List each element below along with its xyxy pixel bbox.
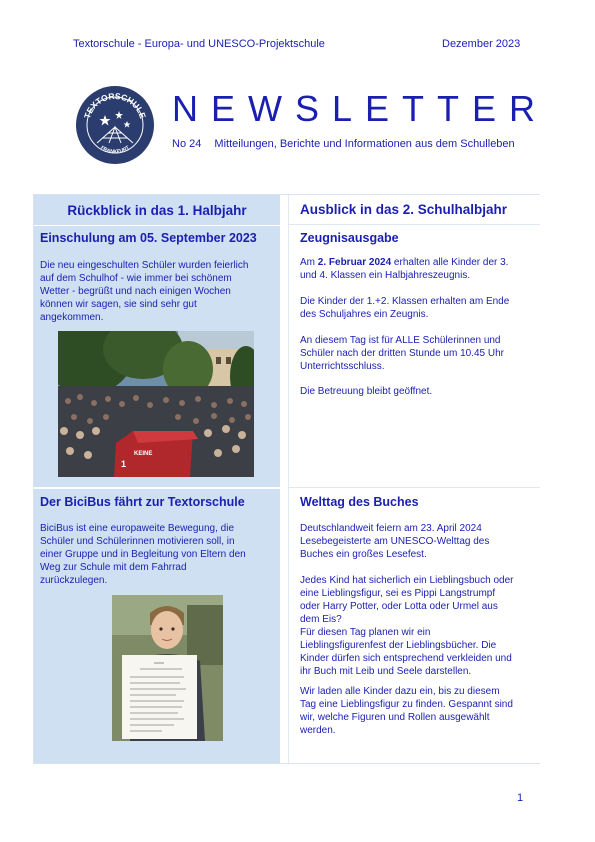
text-line: Kinder dürfen sich entsprechend verkleiden und bbox=[300, 653, 512, 664]
text-line: Unterrichtsschluss. bbox=[300, 361, 385, 372]
zeugnis-p2 bbox=[300, 295, 532, 321]
welttag-p1 bbox=[300, 522, 532, 561]
issue-number: No 24 bbox=[172, 138, 202, 150]
bicibus-text bbox=[40, 522, 272, 587]
subtitle-text: Mitteilungen, Berichte und Informationen aus dem Schulleben bbox=[214, 138, 515, 150]
text-line: Die Kinder der 1.+2. Klassen erhalten am Ende bbox=[300, 296, 510, 307]
school-logo bbox=[75, 85, 155, 165]
newsletter-title: NEWSLETTER bbox=[172, 88, 549, 129]
photo-caption: KEINE bbox=[134, 451, 153, 457]
left-column-header: Rückblick in das 1. Halbjahr bbox=[34, 195, 280, 226]
text-line: Jedes Kind hat sicherlich ein Lieblingsbuch oder bbox=[300, 575, 514, 586]
section-divider bbox=[289, 487, 540, 488]
text-line: oder Harry Potter, oder Lotta oder Urmel aus bbox=[300, 601, 498, 612]
content-grid bbox=[33, 194, 540, 764]
text-line: Deutschlandweit feiern am 23. April 2024 bbox=[300, 523, 482, 534]
text-line: Lesebegeisterte am UNESCO-Welttag des bbox=[300, 536, 490, 547]
welttag-p3 bbox=[300, 685, 532, 737]
welttag-p2 bbox=[300, 574, 532, 678]
date-highlight: 2. Februar 2024 bbox=[317, 257, 392, 268]
text-line: Für diesen Tag planen wir ein bbox=[300, 627, 431, 638]
text-line: und 4. Klassen ein Halbjahreszeugnis. bbox=[300, 270, 471, 281]
right-column bbox=[288, 195, 540, 763]
text-line: BiciBus ist eine europaweite Bewegung, die bbox=[40, 523, 235, 534]
bicibus-photo bbox=[112, 595, 223, 741]
school-name: Textorschule - Europa- und UNESCO-Projektschule bbox=[73, 38, 325, 50]
einschulung-photo bbox=[58, 331, 254, 477]
text-line: ihr Buch mit Leib und Seele darstellen. bbox=[300, 666, 472, 677]
newsletter-subtitle bbox=[172, 138, 515, 150]
text-line: An diesem Tag ist für ALLE Schülerinnen und bbox=[300, 335, 501, 346]
text-line: wir, welche Figuren und Rollen ausgewählt bbox=[300, 712, 490, 723]
zeugnis-p3 bbox=[300, 334, 532, 373]
bicibus-title: Der BiciBus fährt zur Textorschule bbox=[40, 495, 245, 509]
issue-date: Dezember 2023 bbox=[442, 38, 521, 50]
text-line: des Schuljahres ein Zeugnis. bbox=[300, 309, 429, 320]
text-line: Wir laden alle Kinder dazu ein, bis zu diesem bbox=[300, 686, 500, 697]
einschulung-text bbox=[40, 259, 272, 324]
text-run: erhalten alle Kinder der 3. bbox=[391, 257, 509, 268]
zeugnisausgabe-title: Zeugnisausgabe bbox=[300, 231, 399, 245]
logo-text-bottom: FRANKFURT bbox=[99, 144, 131, 156]
text-line: werden. bbox=[300, 725, 336, 736]
right-column-header: Ausblick in das 2. Schulhalbjahr bbox=[289, 195, 540, 225]
text-line: Wetter - begrüßt und nach einigen Wochen bbox=[40, 286, 231, 297]
zeugnis-p1 bbox=[300, 256, 532, 282]
einschulung-title: Einschulung am 05. September 2023 bbox=[40, 231, 257, 245]
text-line: auf dem Schulhof - wie immer bei schönem bbox=[40, 273, 232, 284]
text-line: können wir sagen, sie sind sehr gut bbox=[40, 299, 197, 310]
text-run: Am bbox=[300, 257, 318, 268]
welttag-title: Welttag des Buches bbox=[300, 495, 419, 509]
text-line: zurückzulegen. bbox=[40, 575, 108, 586]
text-line: Die neu eingeschulten Schüler wurden feierlich bbox=[40, 260, 249, 271]
text-line: einer Gruppe und in Begleitung von Eltern den bbox=[40, 549, 246, 560]
text-line: Buches ein großes Lesefest. bbox=[300, 549, 427, 560]
text-line: angekommen. bbox=[40, 312, 104, 323]
text-line: Tag eine Lieblingsfigur zu finden. Gespannt sind bbox=[300, 699, 513, 710]
svg-text:1: 1 bbox=[121, 459, 127, 469]
text-line: dem Eis? bbox=[300, 614, 342, 625]
section-divider bbox=[34, 487, 280, 489]
logo-text-top: TEXTORSCHULE bbox=[81, 90, 149, 120]
left-column bbox=[34, 195, 280, 763]
text-line: Schüler nach der dritten Stunde um 10.45 Uhr bbox=[300, 348, 505, 359]
text-line: Lieblingsfigurenfest der Lieblingsbücher. Die bbox=[300, 640, 497, 651]
page-number: 1 bbox=[517, 792, 524, 804]
text-line: Schüler und Schülerinnen motivieren soll, in bbox=[40, 536, 235, 547]
text-line: Weg zur Schule mit dem Fahrrad bbox=[40, 562, 187, 573]
text-line: eine Lieblingsfigur, sei es Pippi Langstrumpf bbox=[300, 588, 496, 599]
zeugnis-p4: Die Betreuung bleibt geöffnet. bbox=[300, 386, 433, 397]
